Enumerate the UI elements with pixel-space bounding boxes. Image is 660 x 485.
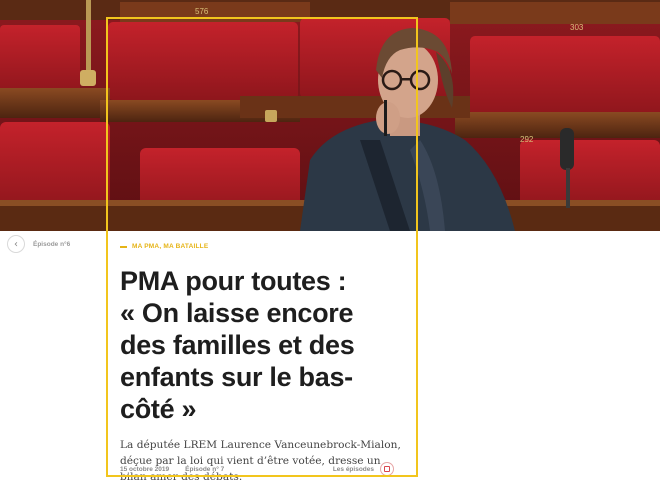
seat-number-292: 292 [520, 135, 534, 144]
series-kicker[interactable] [120, 243, 404, 250]
article-card [108, 231, 416, 483]
episodes-link[interactable] [333, 462, 394, 476]
series-name: MA PMA, MA BATAILLE [132, 243, 209, 250]
hero-photo [0, 0, 660, 231]
chevron-left-icon[interactable]: ‹ [7, 235, 25, 253]
article-title: PMA pour toutes : « On laisse encore des familles et des enfants sur le bas-côté » [120, 266, 355, 424]
seat-number-303: 303 [570, 23, 584, 32]
article-meta [120, 462, 394, 476]
previous-episode-link[interactable] [7, 235, 70, 253]
episodes-link-label: Les épisodes [332, 465, 374, 473]
kicker-dash [120, 246, 127, 248]
episode-number: Épisode n° 7 [185, 465, 225, 473]
previous-episode-label: Épisode n°6 [33, 240, 71, 248]
episodes-list-icon[interactable] [380, 462, 394, 476]
publish-date: 15 octobre 2019 [120, 465, 170, 473]
article-lede: La députée LREM Laurence Vanceunebrock-Mialon, déçue par la loi qui vient d’être votée, dresse un bilan amer des débats. [120, 439, 401, 483]
seat-number-576: 576 [195, 7, 209, 16]
